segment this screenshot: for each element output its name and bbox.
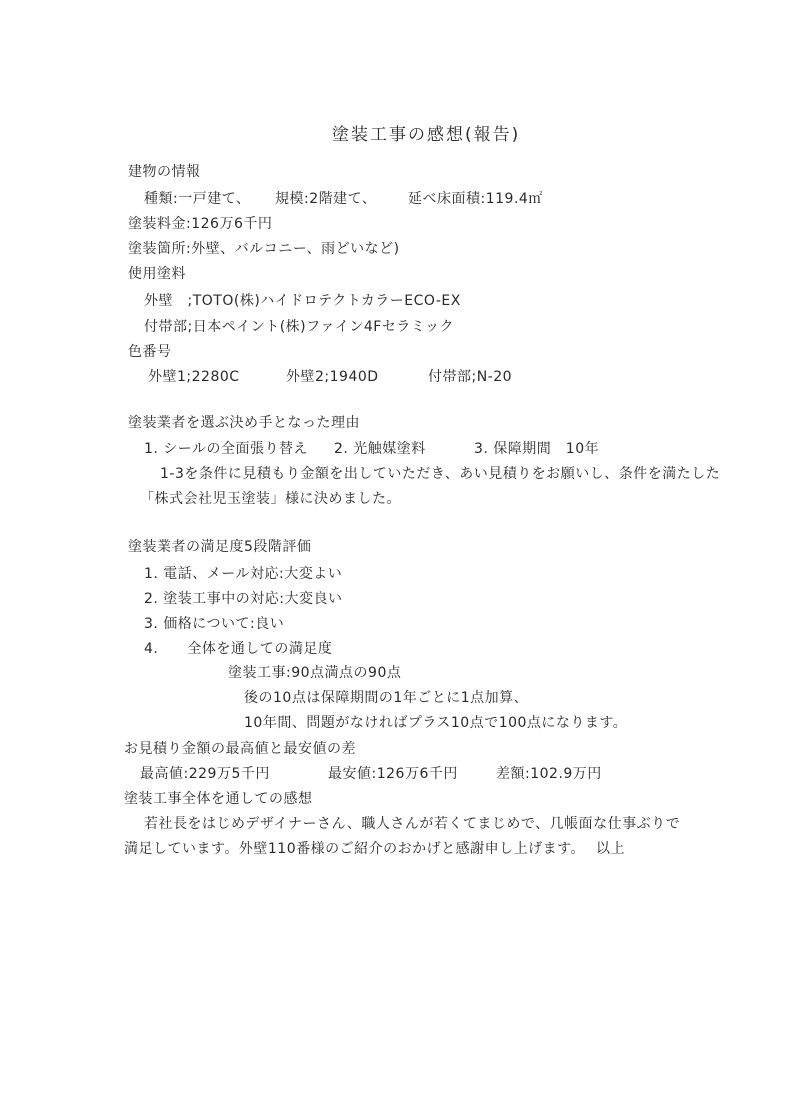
- paint-materials-heading: 使用塗料: [128, 266, 186, 282]
- impression-body-2: 満足しています。外壁110番様のご紹介のおかげと感謝申し上げます。: [124, 841, 585, 857]
- rating-note-2: 10年間、問題がなければプラス10点で100点になります。: [244, 715, 628, 731]
- estimate-max: 最高値:229万5千円: [140, 766, 270, 782]
- trim-paint: 付帯部;日本ペイント(株)ファイン4Fセラミック: [144, 319, 455, 335]
- closing-remark: 以上: [596, 841, 625, 857]
- impression-heading: 塗装工事全体を通しての感想: [124, 791, 313, 807]
- reason-body-1: 1-3を条件に見積もり金額を出していただき、あい見積りをお願いし、条件を満たした: [160, 466, 721, 482]
- building-type: 種類:一戸建て、: [144, 191, 251, 207]
- estimate-min: 最安値:126万6千円: [328, 766, 458, 782]
- document-title: 塗装工事の感想(報告): [332, 125, 521, 145]
- color-trim: 付帯部;N-20: [428, 369, 513, 385]
- reason-heading: 塗装業者を選ぶ決め手となった理由: [128, 415, 360, 431]
- impression-body-1: 若社長をはじめデザイナーさん、職人さんが若くてまじめで、几帳面な仕事ぶりで: [144, 816, 681, 832]
- building-scale: 規模:2階建て、: [275, 191, 377, 207]
- building-info-heading: 建物の情報: [128, 164, 201, 180]
- outer-wall-paint: 外壁 ;TOTO(株)ハイドロテクトカラーECO-EX: [144, 293, 461, 309]
- building-area: 延べ床面積:119.4㎡: [408, 191, 543, 207]
- paint-price: 塗装料金:126万6千円: [128, 216, 273, 232]
- reason-item-3: 3. 保障期間 10年: [474, 441, 600, 457]
- rating-item-2: 2. 塗装工事中の対応:大変良い: [144, 591, 343, 607]
- rating-item-3: 3. 価格について:良い: [144, 616, 285, 632]
- color-wall1: 外壁1;2280C: [148, 369, 240, 385]
- rating-item-1: 1. 電話、メール対応:大変よい: [144, 566, 343, 582]
- color-wall2: 外壁2;1940D: [286, 369, 379, 385]
- reason-item-1: 1. シールの全面張り替え: [144, 441, 309, 457]
- rating-heading: 塗装業者の満足度5段階評価: [128, 539, 312, 555]
- paint-locations: 塗装箇所:外壁、バルコニー、雨どいなど): [128, 241, 400, 257]
- rating-note-1: 後の10点は保障期間の1年ごとに1点加算、: [244, 690, 529, 706]
- reason-body-2: 「株式会社児玉塗装」様に決めました。: [140, 491, 401, 507]
- estimate-diff: 差額:102.9万円: [496, 766, 602, 782]
- color-numbers-heading: 色番号: [128, 344, 172, 360]
- rating-item-4: 4. 全体を通しての満足度: [144, 641, 333, 657]
- estimate-heading: お見積り金額の最高値と最安値の差: [124, 741, 356, 757]
- rating-score: 塗装工事:90点満点の90点: [228, 665, 402, 681]
- reason-item-2: 2. 光触媒塗料: [334, 441, 426, 457]
